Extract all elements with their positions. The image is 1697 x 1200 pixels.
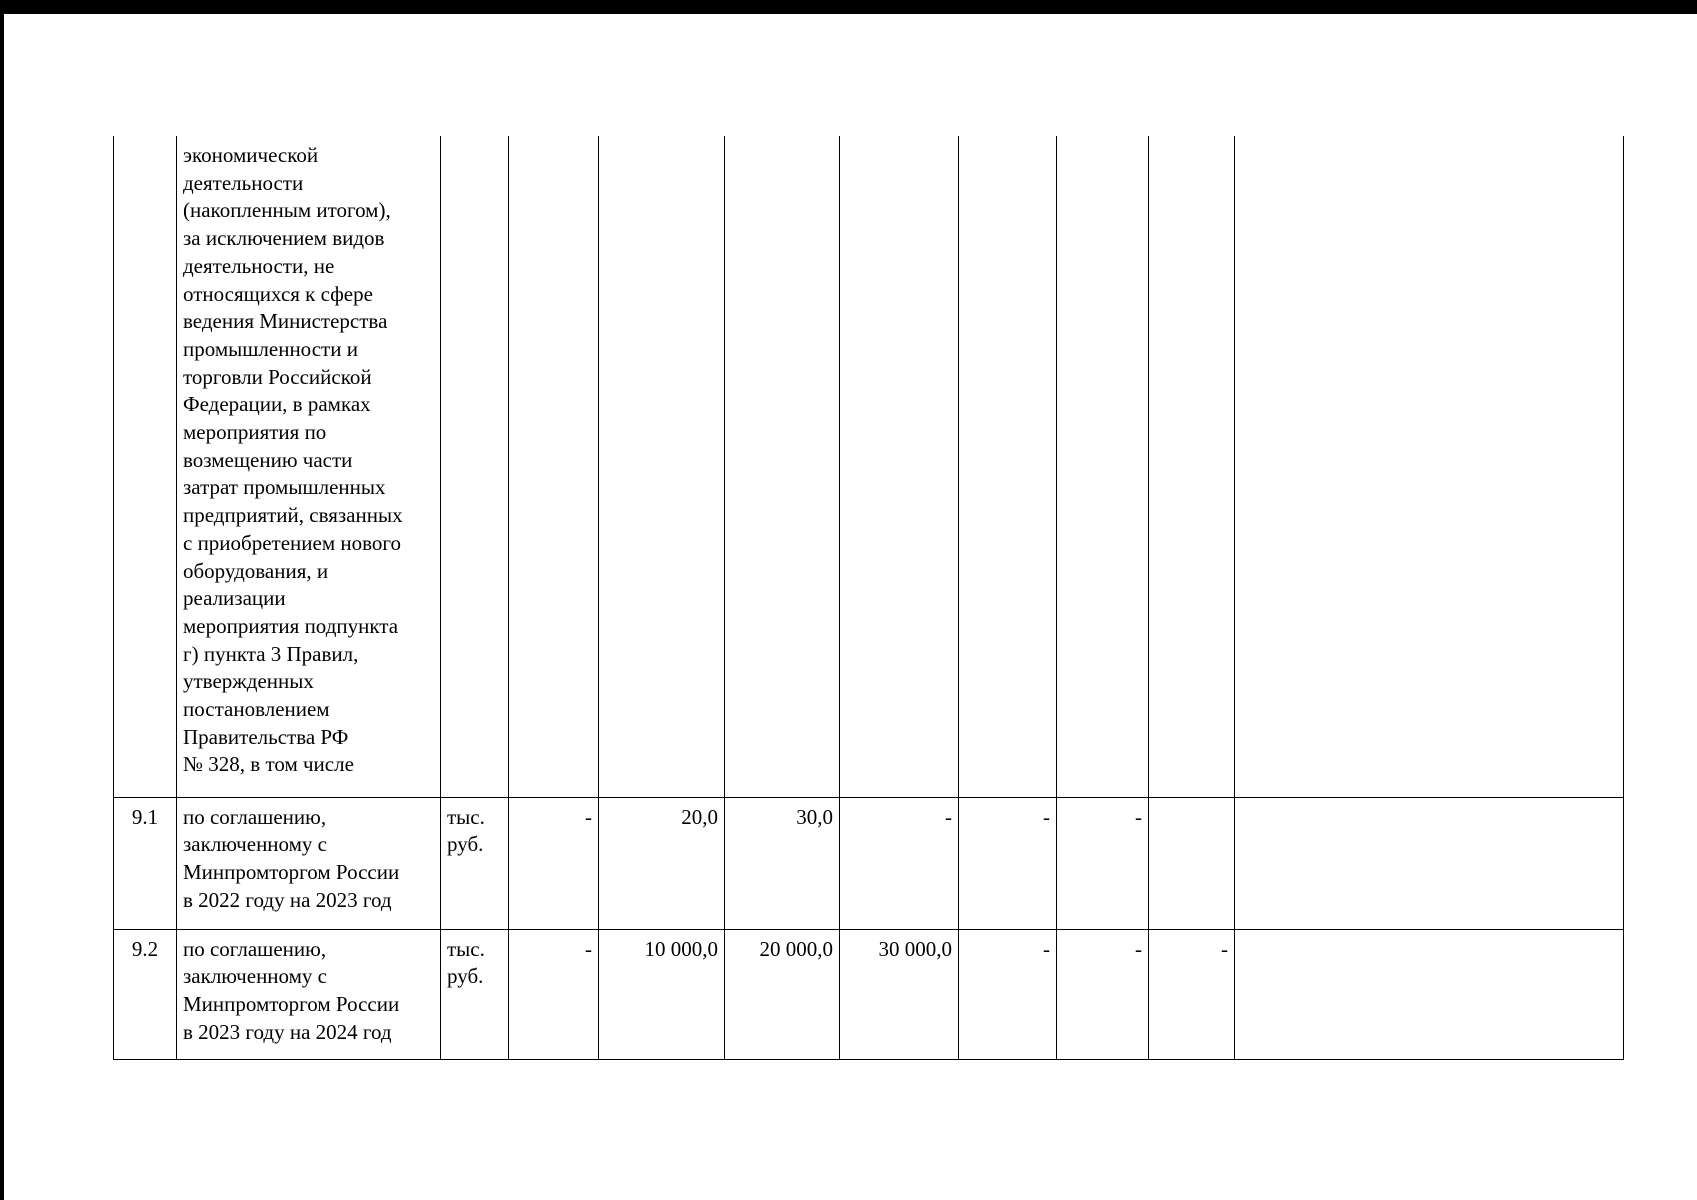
row-unit-text: тыс. руб. xyxy=(447,804,485,857)
scan-top-border xyxy=(0,0,1697,14)
row-value: - xyxy=(959,929,1057,1059)
row-unit-text: тыс. руб. xyxy=(447,936,485,989)
row-value: 20,0 xyxy=(599,797,725,929)
cell-unit xyxy=(441,136,509,797)
row-value: 20 000,0 xyxy=(725,929,840,1059)
row-value xyxy=(1149,797,1235,929)
row-value: - xyxy=(1057,797,1149,929)
row-value: - xyxy=(1057,929,1149,1059)
row-description-text: по соглашению, заключенному с Минпромторгом России в 2023 году на 2024 год xyxy=(183,936,400,1044)
indicators-table xyxy=(113,136,1624,1060)
table-row xyxy=(114,797,1624,929)
row-description xyxy=(177,929,441,1059)
table-row xyxy=(114,929,1624,1059)
row-description xyxy=(177,797,441,929)
row-note xyxy=(1235,797,1624,929)
row-note xyxy=(1235,929,1624,1059)
cell-description xyxy=(177,136,441,797)
row-value: - xyxy=(1149,929,1235,1059)
cell-value xyxy=(725,136,840,797)
row-value: 30 000,0 xyxy=(840,929,959,1059)
scan-left-border xyxy=(0,0,4,1200)
row-value: - xyxy=(509,929,599,1059)
row-value: 10 000,0 xyxy=(599,929,725,1059)
row-description-text: по соглашению, заключенному с Минпромторгом России в 2022 году на 2023 год xyxy=(183,804,400,912)
cell-value xyxy=(599,136,725,797)
continuation-description: экономической деятельности (накопленным итогом), за исключением видов деятельности, не относящихся к сфере ведения Министерства промышленности и торговли Российской Федерации, в рамках мероприятия по возмещению части затрат промышленных предприятий, связанных с приобретением нового оборудования, и реализации мероприятия подпункта г) пункта 3 Правил, утвержденных постановлением Правительства РФ № 328, в том числе xyxy=(183,143,403,777)
cell-note xyxy=(1235,136,1624,797)
table-row-continuation xyxy=(114,136,1624,797)
row-number: 9.2 xyxy=(114,929,177,1059)
cell-value xyxy=(840,136,959,797)
document-table-wrapper xyxy=(113,136,1624,1060)
row-value: - xyxy=(840,797,959,929)
row-unit xyxy=(441,797,509,929)
cell-value xyxy=(959,136,1057,797)
row-value: 30,0 xyxy=(725,797,840,929)
row-unit xyxy=(441,929,509,1059)
cell-value xyxy=(1057,136,1149,797)
row-value: - xyxy=(509,797,599,929)
cell-number xyxy=(114,136,177,797)
row-number: 9.1 xyxy=(114,797,177,929)
cell-value xyxy=(1149,136,1235,797)
cell-value xyxy=(509,136,599,797)
row-value: - xyxy=(959,797,1057,929)
